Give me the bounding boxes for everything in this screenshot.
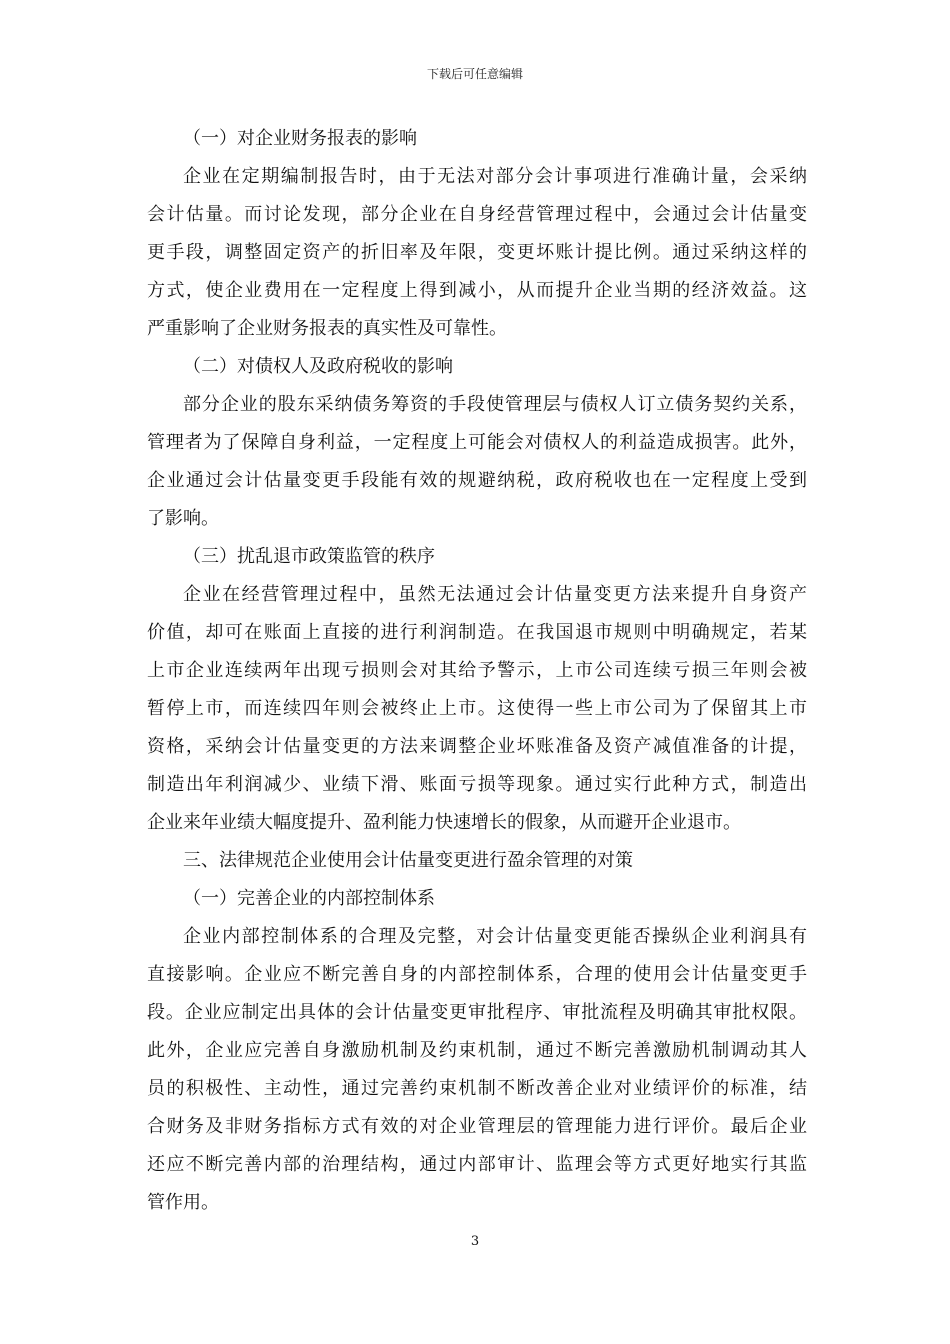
section-heading: （二）对债权人及政府税收的影响 xyxy=(183,356,453,377)
paragraph-line: 会计估量。而讨论发现，部分企业在自身经营管理过程中，会通过会计估量变 xyxy=(147,204,807,225)
chapter-heading: 三、法律规范企业使用会计估量变更进行盈余管理的对策 xyxy=(183,850,633,871)
paragraph-line: 企业内部控制体系的合理及完整，对会计估量变更能否操纵企业利润具有 xyxy=(183,926,807,947)
paragraph-line: 管理者为了保障自身利益，一定程度上可能会对债权人的利益造成损害。此外， xyxy=(147,432,807,453)
paragraph-line: 企业在经营管理过程中，虽然无法通过会计估量变更方法来提升自身资产 xyxy=(183,584,807,605)
paragraph-line: 暂停上市，而连续四年则会被终止上市。这使得一些上市公司为了保留其上市 xyxy=(147,698,807,719)
paragraph-line: 管作用。 xyxy=(147,1192,219,1213)
paragraph-line: 严重影响了企业财务报表的真实性及可靠性。 xyxy=(147,318,507,339)
paragraph xyxy=(147,158,807,348)
paragraph-line: 资格，采纳会计估量变更的方法来调整企业坏账准备及资产减值准备的计提， xyxy=(147,736,807,757)
page-header: 下载后可任意编辑 xyxy=(426,67,523,81)
paragraph-line: 员的积极性、主动性，通过完善约束机制不断改善企业对业绩评价的标准，结 xyxy=(147,1078,807,1099)
section-heading: （一）完善企业的内部控制体系 xyxy=(183,888,435,909)
paragraph-line: 上市企业连续两年出现亏损则会对其给予警示，上市公司连续亏损三年则会被 xyxy=(147,660,807,681)
paragraph-line: 直接影响。企业应不断完善自身的内部控制体系，合理的使用会计估量变更手 xyxy=(147,964,807,985)
paragraph-line: 企业通过会计估量变更手段能有效的规避纳税，政府税收也在一定程度上受到 xyxy=(147,470,807,491)
document-body xyxy=(147,120,807,1222)
paragraph xyxy=(147,576,807,842)
paragraph-line: 方式，使企业费用在一定程度上得到减小，从而提升企业当期的经济效益。这 xyxy=(147,280,807,301)
paragraph xyxy=(147,386,807,538)
paragraph-line: 还应不断完善内部的治理结构，通过内部审计、监理会等方式更好地实行其监 xyxy=(147,1154,807,1175)
section-heading: （三）扰乱退市政策监管的秩序 xyxy=(183,546,435,567)
paragraph-line: 了影响。 xyxy=(147,508,219,529)
paragraph-line: 部分企业的股东采纳债务筹资的手段使管理层与债权人订立债务契约关系， xyxy=(183,394,807,415)
paragraph-line: 更手段，调整固定资产的折旧率及年限，变更坏账计提比例。通过采纳这样的 xyxy=(147,242,807,263)
paragraph-line: 段。企业应制定出具体的会计估量变更审批程序、审批流程及明确其审批权限。 xyxy=(147,1002,807,1023)
paragraph-line: 此外，企业应完善自身激励机制及约束机制，通过不断完善激励机制调动其人 xyxy=(147,1040,807,1061)
page-number: 3 xyxy=(470,1234,480,1249)
paragraph-line: 企业在定期编制报告时，由于无法对部分会计事项进行准确计量，会采纳 xyxy=(183,166,807,187)
paragraph-line: 企业来年业绩大幅度提升、盈利能力快速增长的假象，从而避开企业退市。 xyxy=(147,812,741,833)
section-heading: （一）对企业财务报表的影响 xyxy=(183,128,417,149)
paragraph-line: 制造出年利润减少、业绩下滑、账面亏损等现象。通过实行此种方式，制造出 xyxy=(147,774,807,795)
paragraph-line: 价值，却可在账面上直接的进行利润制造。在我国退市规则中明确规定，若某 xyxy=(147,622,807,643)
paragraph xyxy=(147,918,807,1222)
paragraph-line: 合财务及非财务指标方式有效的对企业管理层的管理能力进行评价。最后企业 xyxy=(147,1116,807,1137)
